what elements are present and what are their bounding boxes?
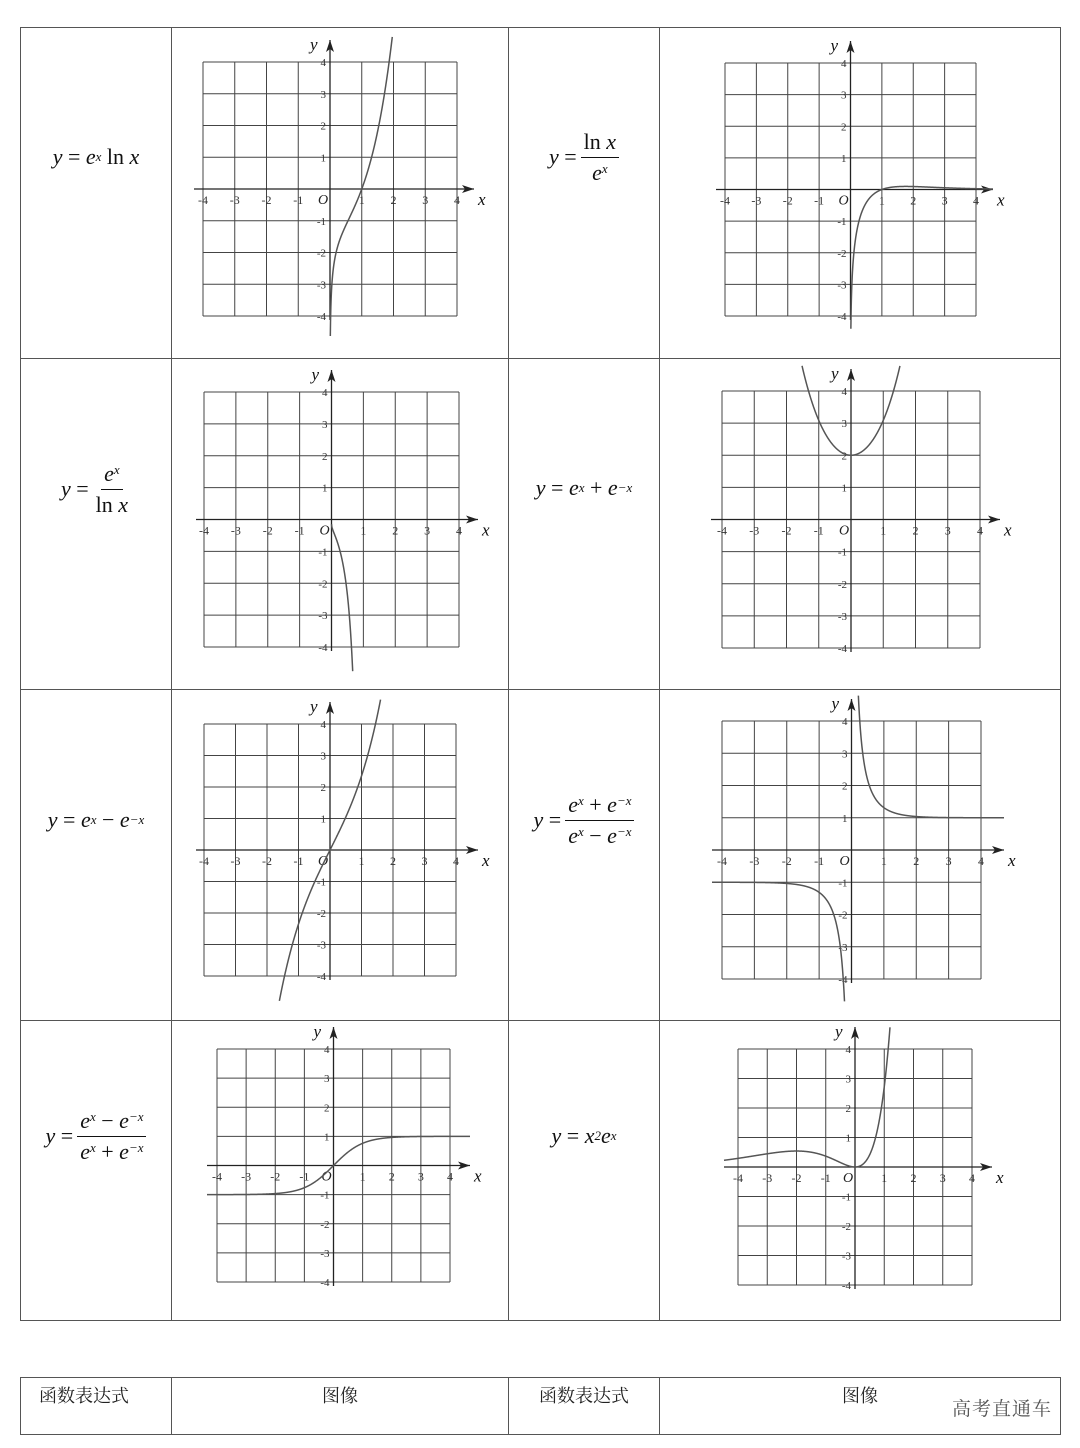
formula-ex-over-lnx xyxy=(20,358,172,620)
y-tick-label: -4 xyxy=(320,1277,330,1289)
formula-eq: = xyxy=(551,475,564,500)
formula-base: e xyxy=(568,822,578,848)
formula-op: + xyxy=(590,475,603,500)
x-tick-label: -1 xyxy=(813,523,824,538)
y-tick-label: 1 xyxy=(324,1131,330,1144)
header-formula-col-1: 函数表达式 xyxy=(39,1386,129,1407)
y-tick-label: 3 xyxy=(841,89,847,102)
x-tick-label: -1 xyxy=(814,193,825,208)
formula-x2ex: y = x 2 e x xyxy=(551,1123,617,1148)
y-axis-label: y xyxy=(830,36,839,55)
x-tick-label: 1 xyxy=(878,193,885,208)
x-tick-label: -3 xyxy=(749,854,760,868)
formula-op: − xyxy=(589,822,602,848)
y-tick-label: -3 xyxy=(841,1250,851,1263)
formula-base: e xyxy=(80,807,91,832)
y-tick-label: 2 xyxy=(842,780,848,793)
x-tick-label: -3 xyxy=(749,523,760,538)
y-tick-label: -2 xyxy=(837,578,847,591)
x-tick-label: -4 xyxy=(198,193,208,207)
y-tick-label: 1 xyxy=(320,152,326,165)
formula-exp: x xyxy=(113,462,120,478)
formula-exp: x xyxy=(89,1109,96,1125)
x-axis-label: x xyxy=(474,1166,482,1186)
x-tick-label: 4 xyxy=(977,523,983,538)
x-tick-label: -3 xyxy=(241,1169,252,1184)
origin-label: O xyxy=(319,523,330,539)
y-tick-label: -2 xyxy=(838,909,848,922)
formula-lnx-over-ex xyxy=(508,27,660,287)
y-tick-label: -4 xyxy=(318,642,328,654)
table-cell xyxy=(171,27,509,359)
y-tick-label: 1 xyxy=(322,482,328,495)
formula-var: y xyxy=(45,1123,56,1148)
x-tick-label: 3 xyxy=(941,193,948,208)
y-tick-label: -3 xyxy=(318,610,328,623)
y-axis-label: y xyxy=(311,365,320,384)
y-tick-label: 4 xyxy=(845,1044,851,1056)
formula-exp: −x xyxy=(128,1139,144,1155)
formula-var: y xyxy=(60,476,71,501)
formula-arg: x xyxy=(129,144,140,169)
formula-base: e xyxy=(592,159,602,185)
x-tick-label: -4 xyxy=(733,1171,743,1185)
y-axis-label: y xyxy=(313,1022,322,1041)
x-tick-label: -3 xyxy=(230,523,241,538)
x-tick-label: 3 xyxy=(944,523,951,538)
formula-exp: −x xyxy=(128,1109,144,1125)
y-tick-label: 3 xyxy=(320,750,326,763)
formula-fn: ln xyxy=(106,144,125,169)
formula-exp: −x xyxy=(616,823,632,839)
y-tick-label: 4 xyxy=(324,1044,330,1056)
y-axis-label: y xyxy=(831,364,839,383)
formula-tanh xyxy=(20,1020,172,1252)
x-axis-label: x xyxy=(996,1168,1004,1187)
x-tick-label: 2 xyxy=(390,193,397,207)
y-tick-label: 1 xyxy=(320,813,326,826)
y-tick-label: -4 xyxy=(837,643,847,655)
formula-eq: = xyxy=(566,1123,580,1148)
y-tick-label: 1 xyxy=(842,812,848,825)
formula-eq: = xyxy=(67,144,81,169)
x-tick-label: -2 xyxy=(270,1169,281,1184)
x-tick-label: 2 xyxy=(913,854,920,868)
x-tick-label: 1 xyxy=(358,193,365,207)
header-graph-col-2: 图像 xyxy=(842,1386,878,1407)
formula-exp: x xyxy=(577,793,584,809)
x-tick-label: 3 xyxy=(421,854,428,868)
formula-fraction xyxy=(93,461,131,517)
y-tick-label: -2 xyxy=(841,1221,851,1233)
formula-ex-lnx: y = e x ln x xyxy=(52,144,140,169)
origin-label: O xyxy=(838,193,849,209)
formula-var: y xyxy=(535,475,546,500)
origin-label: O xyxy=(839,523,850,539)
formula-arg: x xyxy=(118,491,129,517)
formula-base: e xyxy=(568,475,579,500)
y-tick-label: -1 xyxy=(316,876,326,889)
formula-op: + xyxy=(101,1138,114,1164)
y-tick-label: -4 xyxy=(838,974,848,986)
x-tick-label: 2 xyxy=(910,193,917,208)
y-tick-label: 3 xyxy=(841,418,847,431)
formula-var: y xyxy=(533,807,544,832)
y-tick-label: -2 xyxy=(316,908,326,920)
x-tick-label: -3 xyxy=(751,193,762,208)
y-tick-label: 2 xyxy=(324,1102,330,1115)
x-tick-label: 1 xyxy=(881,1171,888,1185)
formula-exp: x xyxy=(89,1139,96,1155)
x-tick-label: -1 xyxy=(293,854,304,868)
origin-label: O xyxy=(318,193,329,208)
x-tick-label: 4 xyxy=(456,523,462,538)
formula-ex-minus-enx: y = e x − e −x xyxy=(47,807,145,832)
origin-label: O xyxy=(839,854,850,869)
y-tick-label: -3 xyxy=(837,279,847,292)
x-tick-label: 1 xyxy=(358,854,365,868)
y-tick-label: -1 xyxy=(838,877,848,890)
x-tick-label: 4 xyxy=(453,854,459,868)
formula-var: y xyxy=(52,144,63,169)
x-tick-label: -4 xyxy=(212,1169,222,1184)
formula-fn: ln xyxy=(95,491,113,517)
formula-fraction xyxy=(565,792,634,848)
y-axis-label: y xyxy=(310,35,318,54)
y-tick-label: 2 xyxy=(322,450,328,463)
x-tick-label: -3 xyxy=(762,1171,773,1185)
table-cell xyxy=(659,27,1061,359)
x-tick-label: 3 xyxy=(945,854,952,868)
y-tick-label: -2 xyxy=(837,247,847,260)
watermark: 高考直通车 xyxy=(951,1398,1052,1420)
x-tick-label: 2 xyxy=(912,523,919,538)
x-tick-label: 1 xyxy=(880,854,887,868)
y-tick-label: -1 xyxy=(841,1191,851,1204)
origin-label: O xyxy=(321,1169,332,1185)
x-tick-label: -4 xyxy=(717,523,727,538)
x-tick-label: -2 xyxy=(262,854,272,868)
y-tick-label: 3 xyxy=(322,418,328,431)
formula-base: e xyxy=(568,792,578,818)
formula-eq: = xyxy=(63,807,76,832)
formula-base: e xyxy=(119,807,130,832)
formula-op: − xyxy=(101,1108,114,1134)
formula-eq: = xyxy=(548,807,562,832)
x-tick-label: 3 xyxy=(424,523,431,538)
y-tick-label: 4 xyxy=(841,386,847,398)
formula-arg: x xyxy=(606,129,617,155)
formula-eq: = xyxy=(564,144,577,169)
formula-fn: ln xyxy=(583,129,601,155)
y-tick-label: 2 xyxy=(845,1103,851,1115)
y-tick-label: 2 xyxy=(841,450,847,463)
y-tick-label: 4 xyxy=(842,716,848,728)
x-tick-label: 1 xyxy=(359,1169,366,1184)
y-tick-label: -4 xyxy=(316,311,326,323)
header-formula-col-2: 函数表达式 xyxy=(539,1386,629,1407)
table-cell xyxy=(659,689,1061,1021)
x-tick-label: -1 xyxy=(293,193,304,207)
x-axis-label: x xyxy=(482,851,490,870)
x-tick-label: 4 xyxy=(973,193,979,208)
formula-eq: = xyxy=(76,476,89,501)
formula-base: e xyxy=(119,1108,129,1134)
y-tick-label: 1 xyxy=(841,482,847,495)
y-tick-label: 3 xyxy=(845,1073,851,1086)
y-tick-label: 3 xyxy=(842,748,848,761)
formula-var: y xyxy=(47,807,58,832)
x-axis-label: x xyxy=(997,190,1005,210)
y-tick-label: -1 xyxy=(318,546,328,559)
formula-base: e xyxy=(600,1123,611,1148)
formula-base: e xyxy=(607,475,618,500)
x-tick-label: 4 xyxy=(969,1171,975,1185)
y-tick-label: -3 xyxy=(316,279,326,292)
x-tick-label: 1 xyxy=(880,523,887,538)
y-axis-label: y xyxy=(831,694,840,713)
x-tick-label: -4 xyxy=(720,193,730,208)
table-cell xyxy=(171,358,509,690)
formula-exp: −x xyxy=(616,793,632,809)
x-tick-label: -2 xyxy=(261,193,272,207)
x-tick-label: 3 xyxy=(939,1171,946,1185)
y-tick-label: -2 xyxy=(320,1218,330,1231)
x-tick-label: 2 xyxy=(390,854,396,868)
y-tick-label: -3 xyxy=(320,1247,330,1260)
y-tick-label: -1 xyxy=(837,546,847,559)
y-axis-label: y xyxy=(835,1022,843,1041)
table-cell xyxy=(171,689,509,1021)
y-tick-label: -3 xyxy=(837,610,847,623)
y-tick-label: -4 xyxy=(837,311,847,323)
formula-fraction xyxy=(77,1108,146,1164)
x-tick-label: -1 xyxy=(814,854,825,868)
x-tick-label: -3 xyxy=(230,854,241,868)
x-axis-label: x xyxy=(482,520,490,540)
y-tick-label: 2 xyxy=(320,120,326,133)
formula-base: e xyxy=(607,792,617,818)
y-tick-label: 3 xyxy=(324,1073,330,1086)
y-tick-label: 4 xyxy=(320,57,326,69)
y-tick-label: -4 xyxy=(316,971,326,983)
x-tick-label: -4 xyxy=(717,854,727,868)
table-cell xyxy=(659,358,1061,690)
y-tick-label: 1 xyxy=(845,1132,851,1145)
formula-var: y xyxy=(551,1123,562,1148)
formula-op: + xyxy=(589,792,602,818)
formula-base: e xyxy=(80,1108,90,1134)
y-tick-label: 4 xyxy=(841,58,847,70)
x-tick-label: 4 xyxy=(454,193,460,207)
formula-base: e xyxy=(104,461,114,487)
formula-base: x xyxy=(584,1123,595,1148)
x-tick-label: -4 xyxy=(199,854,209,868)
header-graph-col-1: 图像 xyxy=(322,1386,358,1407)
x-tick-label: -2 xyxy=(782,193,793,208)
y-tick-label: -4 xyxy=(841,1280,851,1292)
y-tick-label: -2 xyxy=(316,247,326,260)
formula-exp: x xyxy=(601,160,608,176)
y-axis-label: y xyxy=(310,697,318,716)
formula-base: e xyxy=(607,822,617,848)
y-tick-label: 1 xyxy=(841,152,847,165)
formula-op: − xyxy=(102,807,115,832)
y-tick-label: 4 xyxy=(322,387,328,399)
table-cell xyxy=(171,1020,509,1321)
x-tick-label: 4 xyxy=(447,1169,453,1184)
origin-label: O xyxy=(843,1171,854,1186)
formula-base: e xyxy=(85,144,96,169)
x-tick-label: -3 xyxy=(229,193,240,207)
x-tick-label: -1 xyxy=(299,1169,310,1184)
formula-fraction xyxy=(581,129,619,185)
x-tick-label: -2 xyxy=(781,854,792,868)
formula-exp: x xyxy=(577,823,584,839)
y-tick-label: -1 xyxy=(316,215,326,228)
table-cell xyxy=(659,1020,1061,1321)
y-tick-label: -3 xyxy=(316,939,326,952)
y-tick-label: 4 xyxy=(320,719,326,731)
formula-eq: = xyxy=(60,1123,74,1148)
y-tick-label: -1 xyxy=(837,216,847,229)
x-tick-label: 2 xyxy=(910,1171,917,1185)
formula-coth xyxy=(508,689,660,951)
formula-base: e xyxy=(119,1138,129,1164)
y-tick-label: -3 xyxy=(838,941,848,954)
y-tick-label: -2 xyxy=(318,578,328,591)
x-axis-label: x xyxy=(1008,851,1016,870)
origin-label: O xyxy=(318,854,329,869)
x-axis-label: x xyxy=(478,190,486,209)
x-tick-label: -2 xyxy=(262,523,273,538)
x-axis-label: x xyxy=(1004,520,1012,540)
y-tick-label: 2 xyxy=(841,121,847,134)
x-tick-label: -1 xyxy=(294,523,305,538)
y-tick-label: 2 xyxy=(320,782,326,794)
x-tick-label: -2 xyxy=(791,1171,802,1185)
formula-base: e xyxy=(80,1138,90,1164)
x-tick-label: 3 xyxy=(417,1169,424,1184)
x-tick-label: -4 xyxy=(199,523,209,538)
x-tick-label: 4 xyxy=(978,854,984,868)
x-tick-label: 1 xyxy=(360,523,367,538)
x-tick-label: 3 xyxy=(422,193,429,207)
x-tick-label: 2 xyxy=(392,523,399,538)
x-tick-label: -1 xyxy=(820,1171,831,1185)
x-tick-label: 2 xyxy=(388,1169,395,1184)
y-tick-label: 3 xyxy=(320,88,326,101)
formula-var: y xyxy=(548,144,559,169)
x-tick-label: -2 xyxy=(781,523,792,538)
y-tick-label: -1 xyxy=(320,1189,330,1202)
formula-ex-plus-enx: y = e x + e −x xyxy=(535,475,633,500)
